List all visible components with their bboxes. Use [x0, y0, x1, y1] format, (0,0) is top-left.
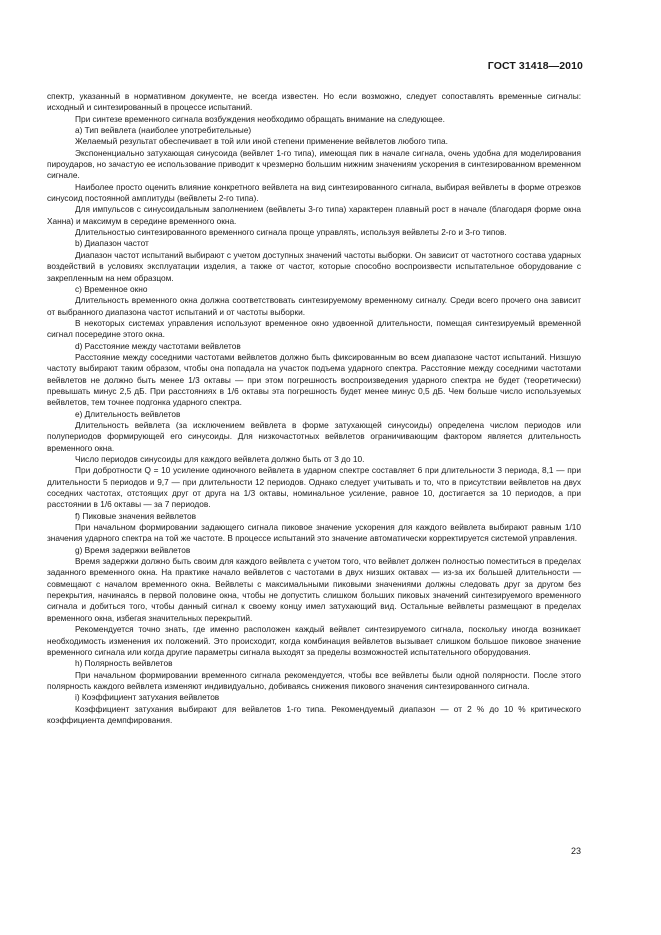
- paragraph: При начальном формировании временного сигнала рекомендуется, чтобы все вейвлеты были одной полярности. После этого полярность каждого вейвлета изменяют индивидуально, добиваясь снижения пикового значения синтезированного сигнала.: [47, 669, 581, 691]
- paragraph: Расстояние между соседними частотами вейвлетов должно быть фиксированным во всем диапазоне частот испытаний. Низшую частоту выбирают таким образом, чтобы она попадала на участок подъема ударного спектра. Расстояние между соседними частотами вейвлетов не должно быть менее 1/3 октавы — при этом погрешность воспроизведения ударного спектра не будет (теоретически) превышать минус 2,5 дБ. При расстояниях в 1/6 октавы эта погрешность будет менее минус 0,5 дБ. Чем больше число используемых вейвлетов, тем точнее подгонка ударного спектра.: [47, 351, 581, 408]
- document-body: [47, 91, 581, 726]
- paragraph: Желаемый результат обеспечивает в той или иной степени применение вейвлетов любого типа.: [75, 136, 448, 147]
- paragraph: Наиболее просто оценить влияние конкретного вейвлета на вид синтезированного сигнала, выбирая вейвлеты в форме отрезков синусоид постоянной амплитуды (вейвлеты 2-го типа).: [47, 181, 581, 204]
- section-heading: a) Тип вейвлета (наиболее употребительные): [75, 125, 252, 136]
- page-number: 23: [570, 846, 581, 856]
- section-heading: i) Коэффициент затухания вейвлетов: [75, 692, 220, 703]
- paragraph: спектр, указанный в нормативном документе, не всегда известен. Но если возможно, следует сопоставлять временные сигналы: исходный и синтезированный в процессе испытаний.: [47, 91, 581, 113]
- paragraph: Длительность вейвлета (за исключением вейвлета в форме затухающей синусоиды) определена числом периодов или полупериодов формирующей его синусоиды. Для низкочастотных вейвлетов ограничивающим фактором является длительность временного окна.: [47, 419, 581, 453]
- paragraph: В некоторых системах управления используют временное окно удвоенной длительности, помещая синтезируемый временной сигнал посередине этого окна.: [47, 317, 581, 340]
- document-header: ГОСТ 31418—2010: [487, 60, 583, 72]
- section-heading: f) Пиковые значения вейвлетов: [75, 510, 197, 521]
- paragraph: Длительность временного окна должна соответствовать синтезируемому временному сигналу. Среди всего прочего она зависит от выбранного диапазона частот испытаний и от частоты выборки.: [47, 295, 581, 317]
- paragraph: Диапазон частот испытаний выбирают с учетом доступных значений частоты выборки. Он зависит от частотного состава ударных воздействий в условиях эксплуатации изделия, а также от частот, которые способно воспроизвести испытательное оборудование с закрепленным на нем образцом.: [47, 249, 581, 283]
- paragraph: При добротности Q = 10 усиление одиночного вейвлета в ударном спектре составляет 6 при длительности 3 периода, 8,1 — при длительности 5 периодов и 9,7 — при длительности 12 периодов. Однако следует учитывать и то, что в присутствии вейвлетов на двух соседних частотах, отстоящих друг от друга на 1/3 октавы, номинальное усиление, равное 10, достигается за 10 периодов, а при расстоянии в 1/6 октавы — за 7 периодов.: [47, 465, 581, 510]
- paragraph: Коэффициент затухания выбирают для вейвлетов 1-го типа. Рекомендуемый диапазон — от 2 % до 10 % критического коэффициента демпфирования.: [47, 703, 581, 725]
- section-heading: c) Временное окно: [75, 283, 148, 294]
- paragraph: Время задержки должно быть своим для каждого вейвлета с учетом того, что вейвлет должен полностью поместиться в пределах заданного временного окна. На практике начало вейвлетов с частотами в двух низших октавах — из-за их большей длительности — совмещают с началом временного окна. Вейвлеты с максимальными пиковыми значениями должны следовать друг за другом без перекрытия, начинаясь в первой половине окна, чтобы не допустить слишком больших пиковых значений синтезируемого временного сигнала и добиться того, чтобы данный сигнал к своему концу имел затухающий вид. Остальные вейвлеты размещают в пределах временного окна, избегая значительных перекрытий.: [47, 556, 581, 623]
- paragraph: Рекомендуется точно знать, где именно расположен каждый вейвлет синтезируемого сигнала, поскольку иногда возникает необходимость изменения их положений. Это происходит, когда комбинация вейвлетов вызывает слишком большое пиковое значение временного сигнала или когда другие параметры сигнала выходят за пределы возможностей испытательного оборудования.: [47, 624, 581, 657]
- paragraph: При синтезе временного сигнала возбуждения необходимо обращать внимание на следующее.: [75, 113, 445, 124]
- section-heading: b) Диапазон частот: [75, 238, 149, 249]
- paragraph: При начальном формировании задающего сигнала пиковое значение ускорения для каждого вейвлета выбирают равным 1/10 значения ударного спектра на той же частоте. В процессе испытаний это значение автоматически корректируется системой управления.: [47, 522, 581, 544]
- section-heading: d) Расстояние между частотами вейвлетов: [75, 340, 241, 351]
- paragraph: Длительностью синтезированного временного сигнала проще управлять, используя вейвлеты 2-го и 3-го типов.: [75, 227, 507, 238]
- paragraph: Для импульсов с синусоидальным заполнением (вейвлеты 3-го типа) характерен плавный рост в начале (благодаря форме окна Ханна) и максимум в середине временного окна.: [47, 204, 581, 226]
- section-heading: h) Полярность вейвлетов: [75, 658, 173, 669]
- paragraph: Экспоненциально затухающая синусоида (вейвлет 1-го типа), имеющая пик в начале сигнала, очень удобна для моделирования пироударов, но зачастую ее использование приводит к чрезмерно большим нижним значениям ускорения в синтезированном временном сигнале.: [47, 147, 581, 181]
- section-heading: e) Длительность вейвлетов: [75, 408, 181, 419]
- paragraph: Число периодов синусоиды для каждого вейвлета должно быть от 3 до 10.: [75, 454, 365, 464]
- section-heading: g) Время задержки вейвлетов: [75, 544, 191, 555]
